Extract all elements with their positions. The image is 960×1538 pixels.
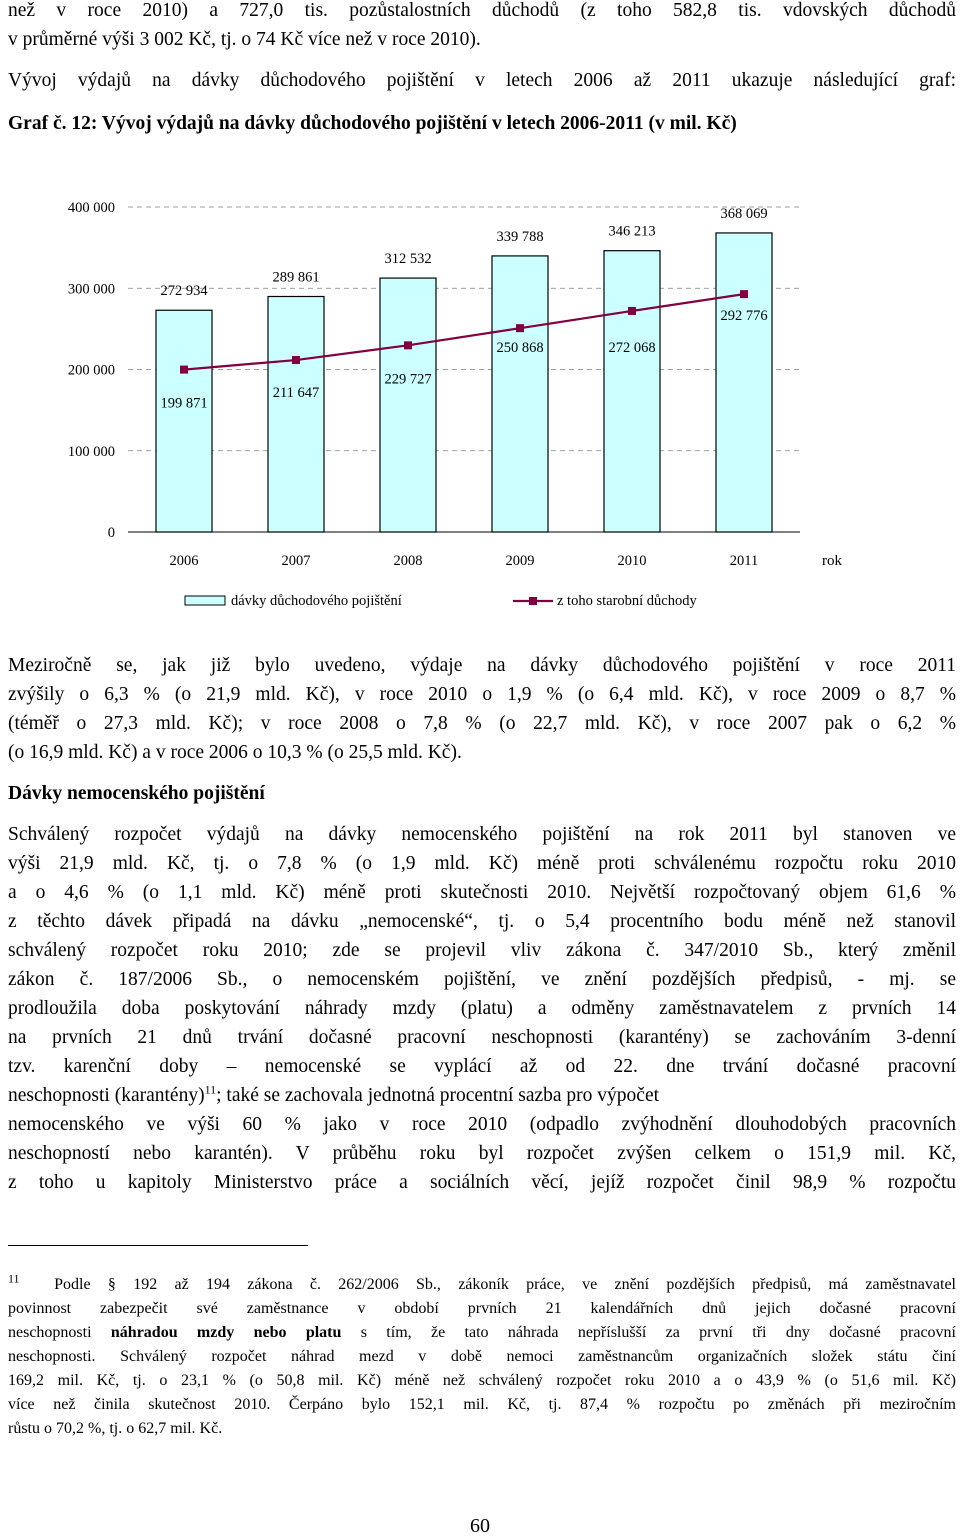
x-tick-label: 2007 [281, 553, 311, 569]
bar [716, 233, 772, 532]
paragraph2-line-4: z těchto dávek připadá na dávku „nemocenské“, tj. o 5,4 procentního bodu méně než stanovil [8, 911, 956, 932]
bar-value-label: 312 532 [384, 251, 432, 268]
paragraph1-line-1: Meziročně se, jak již bylo uvedeno, výdaje na dávky důchodového pojištění v roce 2011 [8, 655, 956, 676]
paragraph2-line-5: schválený rozpočet roku 2010; zde se projevil vliv zákona č. 347/2010 Sb., který změnil [8, 940, 956, 961]
bar [268, 296, 324, 532]
line-point [404, 341, 412, 349]
y-tick-label: 0 [107, 525, 115, 541]
x-tick-label: 2008 [393, 553, 423, 569]
footnote-line-7: růstu o 70,2 %, tj. o 62,7 mil. Kč. [8, 1420, 223, 1437]
y-tick-label: 400 000 [67, 200, 115, 216]
bar [492, 256, 548, 532]
x-tick-label: 2006 [169, 553, 199, 569]
paragraph1-line-3: (téměř o 27,3 mld. Kč); v roce 2008 o 7,8 % (o 22,7 mld. Kč), v roce 2007 pak o 6,2 % [8, 713, 956, 734]
line-point [292, 356, 300, 364]
bar-value-label: 368 069 [720, 205, 768, 222]
line-value-label: 199 871 [160, 395, 208, 412]
expenditure-chart [0, 150, 960, 625]
paragraph2-line-10 [8, 1081, 956, 1110]
line-value-label: 292 776 [720, 308, 768, 325]
footnote-ref: 11 [204, 1082, 217, 1097]
paragraph2-line-11: nemocenského ve výši 60 % jako v roce 2010 (odpadlo zvýhodnění dlouhodobých pracovních [8, 1114, 956, 1135]
paragraph2-line-7: prodloužila doba poskytování náhrady mzdy (platu) a odměny zaměstnavatelem z prvních 14 [8, 998, 956, 1019]
x-tick-label: 2011 [729, 553, 759, 569]
bar-value-label: 346 213 [608, 223, 656, 240]
line-value-label: 272 068 [608, 339, 656, 356]
bar-value-label: 339 788 [496, 228, 544, 245]
bar-value-label: 289 861 [272, 269, 320, 286]
footnote-line-6: více než činila skutečnost 2010. Čerpáno bylo 152,1 mil. Kč, tj. 87,4 % rozpočtu po změnách při meziročním [8, 1396, 956, 1413]
paragraph2-line-8: na prvních 21 dnů trvání dočasné pracovní neschopnosti (karantény) se zachováním 3-denní [8, 1027, 956, 1048]
bar [604, 251, 660, 532]
y-tick-label: 300 000 [67, 281, 115, 298]
paragraph2-line-10-start: neschopnosti (karantény)$^{11}$; také se zachovala jednotná procentní sazba pro výpočet [8, 1082, 660, 1106]
line-point [740, 290, 748, 298]
paragraph1-line-2: zvýšily o 6,3 % (o 21,9 mld. Kč), v roce 2010 o 1,9 % (o 6,4 mld. Kč), v roce 2009 o 8,7 % [8, 684, 956, 705]
line-point [516, 324, 524, 332]
legend-bar-label: dávky důchodového pojištění [231, 593, 402, 609]
paragraph2-line-1: Schválený rozpočet výdajů na dávky nemocenského pojištění na rok 2011 byl stanoven ve [8, 824, 956, 845]
line-value-label: 211 647 [272, 385, 320, 402]
footnote-line-3: neschopnosti náhradou mzdy nebo platu s tím, že tato náhrada nepříslušší za první tři dny dočasné pracovní [8, 1324, 956, 1341]
x-tick-label: 2009 [505, 553, 535, 569]
footnote-rule [8, 1245, 308, 1246]
paragraph2-line-13: z toho u kapitoly Ministerstvo práce a sociálních věcí, jejíž rozpočet činil 98,9 % rozpočtu [8, 1172, 956, 1193]
intro-line-1: než v roce 2010) a 727,0 tis. pozůstalostních důchodů (z toho 582,8 tis. vdovských důchodů [8, 0, 956, 21]
y-tick-label: 200 000 [67, 362, 115, 379]
bar-value-label: 272 934 [160, 283, 208, 300]
paragraph2-line-2: výši 21,9 mld. Kč, tj. o 7,8 % (o 1,9 mld. Kč) méně proti schválenému rozpočtu roku 2010 [8, 853, 956, 874]
x-axis-label: rok [822, 553, 842, 569]
y-tick-label: 100 000 [67, 443, 115, 460]
paragraph2-line-9: tzv. karenční doby – nemocenské se vyplácí až od 22. dne trvání dočasné pracovní [8, 1056, 956, 1077]
footnote-line-5: 169,2 mil. Kč, tj. o 23,1 % (o 50,8 mil. Kč) méně než schválený rozpočet roku 2010 a o 43,9 % (o 51,6 mil. Kč) [8, 1372, 956, 1389]
line-value-label: 250 868 [496, 340, 544, 357]
footnote-line-2: povinnost zabezpečit své zaměstnance v období prvních 21 kalendářních dnů jejich dočasné pracovní [8, 1300, 956, 1317]
bar [380, 278, 436, 532]
legend-line-label: z toho starobní důchody [557, 593, 697, 609]
bar [156, 310, 212, 532]
paragraph2-line-3: a o 4,6 % (o 1,1 mld. Kč) méně proti skutečnosti 2010. Největší rozpočtovaný objem 61,6 % [8, 882, 956, 903]
figure-caption: Graf č. 12: Vývoj výdajů na dávky důchodového pojištění v letech 2006-2011 (v mil. Kč) [8, 113, 737, 134]
x-tick-label: 2010 [617, 553, 647, 569]
paragraph2-line-12: neschopností nebo karantén). V průběhu roku byl rozpočet zvýšen celkem o 151,9 mil. Kč, [8, 1143, 956, 1164]
line-point [628, 307, 636, 315]
legend-line-marker [529, 597, 537, 605]
intro-line-3: Vývoj výdajů na dávky důchodového pojištění v letech 2006 až 2011 ukazuje následující graf: [8, 70, 956, 91]
line-value-label: 229 727 [384, 371, 432, 388]
page-number: 60 [470, 1515, 490, 1537]
paragraph1-line-4: (o 16,9 mld. Kč) a v roce 2006 o 10,3 % (o 25,5 mld. Kč). [8, 742, 462, 763]
footnote-line-4: neschopnosti. Schválený rozpočet náhrad mezd v době nemoci zaměstnancům organizačních složek státu činí [8, 1348, 956, 1365]
legend-bar-swatch [185, 596, 225, 605]
footnote-line-1: $^{11}$ Podle § 192 až 194 zákona č. 262/2006 Sb., zákoník práce, ve znění pozdějších předpisů, má zaměstnavatel [8, 1271, 956, 1293]
paragraph2-line-6: zákon č. 187/2006 Sb., o nemocenském pojištění, ve znění pozdějších předpisů, - mj. se [8, 969, 956, 990]
line-point [180, 366, 188, 374]
intro-line-2: v průměrné výši 3 002 Kč, tj. o 74 Kč více než v roce 2010). [8, 29, 481, 50]
section-heading: Dávky nemocenského pojištění [8, 783, 265, 804]
